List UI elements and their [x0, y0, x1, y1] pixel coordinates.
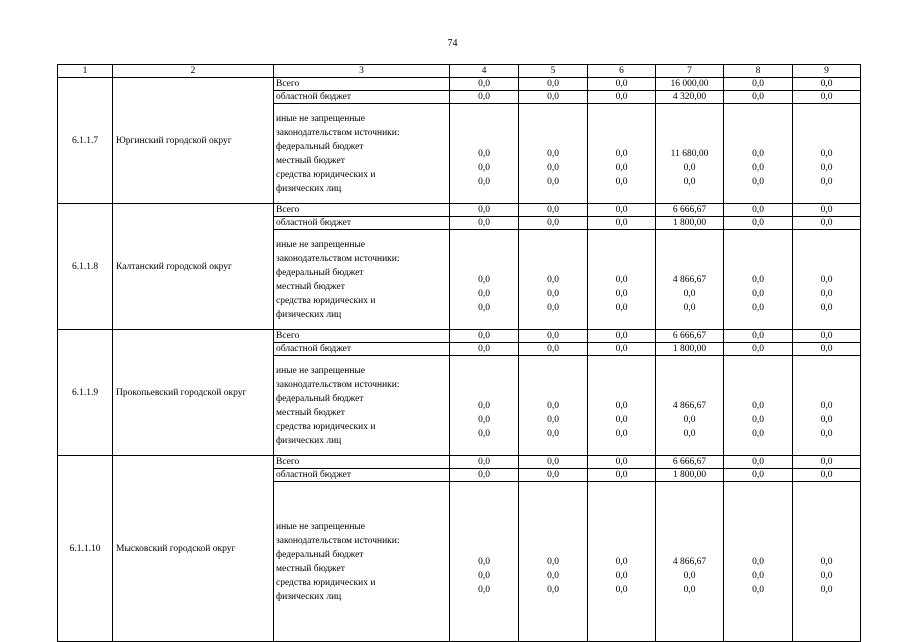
total-value: 0,0: [519, 330, 588, 343]
legal-value: 0,0: [478, 302, 490, 313]
value-stack: [726, 371, 790, 441]
regional-value: 0,0: [450, 343, 519, 356]
value-stack: [726, 527, 790, 597]
municipality-name: Юргинский городской округ: [113, 78, 274, 204]
source-federal-label: федеральный бюджет: [276, 549, 364, 560]
value-cell: [656, 230, 724, 330]
legal-value: 0,0: [820, 584, 833, 595]
spacer: [795, 527, 858, 555]
regional-value: 0,0: [588, 91, 656, 104]
local-value: 0,0: [683, 288, 696, 299]
regional-value: 0,0: [450, 91, 519, 104]
source-federal-label: федеральный бюджет: [276, 267, 364, 278]
value-stack: [590, 245, 653, 315]
value-stack: [590, 119, 653, 189]
value-cell: [450, 104, 519, 204]
value-stack: [726, 119, 790, 189]
source-other-label: законодательством источники:: [276, 379, 400, 390]
regional-value: 0,0: [588, 343, 656, 356]
legal-value: 0,0: [820, 428, 833, 439]
spacer: [658, 119, 721, 147]
federal-value: 0,0: [478, 274, 490, 285]
regional-value: 0,0: [588, 469, 656, 482]
value-cell: [724, 230, 793, 330]
legal-value: 0,0: [820, 176, 833, 187]
legal-value: 0,0: [615, 176, 628, 187]
source-local-label: местный бюджет: [276, 281, 345, 292]
program-code: 6.1.1.7: [58, 78, 113, 204]
value-cell: [793, 482, 861, 642]
value-stack: [590, 371, 653, 441]
total-value: 0,0: [793, 204, 861, 217]
value-stack: [452, 527, 516, 597]
value-stack: [452, 119, 516, 189]
local-value: 0,0: [820, 162, 833, 173]
spacer: [452, 527, 516, 555]
source-legal-label: физических лиц: [276, 591, 342, 602]
source-other-label: законодательством источники:: [276, 253, 400, 264]
total-value: 0,0: [588, 78, 656, 91]
value-cell: [588, 230, 656, 330]
total-value: 0,0: [450, 204, 519, 217]
spacer: [658, 245, 721, 273]
source-total-label: Всего: [274, 330, 450, 343]
spacer: [795, 371, 858, 399]
value-stack: [658, 371, 721, 441]
header-row: [58, 65, 861, 78]
page-number: 74: [447, 38, 458, 49]
legal-value: 0,0: [683, 176, 696, 187]
spacer: [521, 371, 585, 399]
spacer: [726, 119, 790, 147]
total-value: 0,0: [588, 330, 656, 343]
federal-value: 0,0: [478, 556, 490, 567]
municipality-name: Калтанский городской округ: [113, 204, 274, 330]
value-stack: [795, 371, 858, 441]
value-stack: [658, 245, 721, 315]
federal-value: 4 866,67: [672, 274, 707, 285]
total-value: 0,0: [793, 330, 861, 343]
header-cell: 2: [113, 65, 274, 78]
source-total-label: Всего: [274, 204, 450, 217]
legal-value: 0,0: [547, 584, 559, 595]
source-total-label: Всего: [274, 456, 450, 469]
legal-value: 0,0: [683, 584, 696, 595]
local-value: 0,0: [615, 162, 628, 173]
local-value: 0,0: [752, 288, 764, 299]
value-stack: [590, 527, 653, 597]
source-list: [274, 230, 450, 330]
source-legal-label: средства юридических и: [276, 169, 376, 180]
total-value: 0,0: [724, 456, 793, 469]
legal-value: 0,0: [615, 302, 628, 313]
spacer: [452, 119, 516, 147]
spacer: [658, 371, 721, 399]
value-stack: [521, 245, 585, 315]
header-cell: 3: [274, 65, 450, 78]
total-value: 0,0: [724, 78, 793, 91]
federal-value: 0,0: [547, 556, 559, 567]
local-value: 0,0: [547, 162, 559, 173]
local-value: 0,0: [478, 162, 490, 173]
source-federal-label: федеральный бюджет: [276, 393, 364, 404]
legal-value: 0,0: [683, 428, 696, 439]
legal-value: 0,0: [615, 584, 628, 595]
regional-value: 0,0: [793, 217, 861, 230]
spacer: [795, 119, 858, 147]
federal-value: 0,0: [547, 148, 559, 159]
regional-value: 0,0: [724, 469, 793, 482]
value-stack: [795, 245, 858, 315]
source-other-label: законодательством источники:: [276, 535, 400, 546]
total-value: 0,0: [793, 78, 861, 91]
regional-value: 0,0: [793, 469, 861, 482]
legal-value: 0,0: [752, 302, 764, 313]
total-value: 16 000,00: [656, 78, 724, 91]
local-value: 0,0: [683, 570, 696, 581]
regional-value: 0,0: [724, 217, 793, 230]
source-total-label: Всего: [274, 78, 450, 91]
local-value: 0,0: [478, 288, 490, 299]
local-value: 0,0: [820, 570, 833, 581]
total-value: 0,0: [588, 204, 656, 217]
legal-value: 0,0: [820, 302, 833, 313]
program-code: 6.1.1.9: [58, 330, 113, 456]
federal-value: 0,0: [752, 148, 764, 159]
federal-value: 0,0: [752, 556, 764, 567]
local-value: 0,0: [547, 288, 559, 299]
source-federal-label: федеральный бюджет: [276, 141, 364, 152]
total-value: 0,0: [793, 456, 861, 469]
source-regional-label: областной бюджет: [274, 469, 450, 482]
value-cell: [450, 482, 519, 642]
regional-value: 0,0: [519, 91, 588, 104]
value-cell: [519, 104, 588, 204]
value-stack: [726, 245, 790, 315]
federal-value: 0,0: [820, 148, 833, 159]
value-cell: [588, 482, 656, 642]
local-value: 0,0: [547, 414, 559, 425]
federal-value: 0,0: [615, 400, 628, 411]
federal-value: 4 866,67: [672, 400, 707, 411]
value-cell: [588, 356, 656, 456]
local-value: 0,0: [478, 414, 490, 425]
federal-value: 0,0: [615, 274, 628, 285]
value-cell: [793, 356, 861, 456]
budget-table: [57, 64, 861, 642]
source-regional-label: областной бюджет: [274, 343, 450, 356]
spacer: [590, 245, 653, 273]
spacer: [726, 371, 790, 399]
table-row: [58, 204, 861, 217]
source-local-label: местный бюджет: [276, 563, 345, 574]
value-stack: [658, 527, 721, 597]
municipality-name: Мысковский городской округ: [113, 456, 274, 642]
regional-value: 1 800,00: [656, 343, 724, 356]
header-cell: 9: [793, 65, 861, 78]
local-value: 0,0: [547, 570, 559, 581]
legal-value: 0,0: [683, 302, 696, 313]
header-cell: 7: [656, 65, 724, 78]
federal-value: 0,0: [820, 556, 833, 567]
regional-value: 4 320,00: [656, 91, 724, 104]
program-code: 6.1.1.10: [58, 456, 113, 642]
regional-value: 1 800,00: [656, 217, 724, 230]
legal-value: 0,0: [547, 302, 559, 313]
legal-value: 0,0: [478, 176, 490, 187]
source-other-label: иные не запрещенные: [276, 113, 366, 124]
local-value: 0,0: [752, 414, 764, 425]
spacer: [521, 527, 585, 555]
source-regional-label: областной бюджет: [274, 217, 450, 230]
source-list: [274, 356, 450, 456]
value-stack: [521, 119, 585, 189]
total-value: 6 666,67: [656, 204, 724, 217]
local-value: 0,0: [683, 414, 696, 425]
spacer: [590, 527, 653, 555]
source-local-label: местный бюджет: [276, 407, 345, 418]
local-value: 0,0: [752, 570, 764, 581]
table-row: [58, 330, 861, 343]
value-stack: [795, 527, 858, 597]
regional-value: 0,0: [450, 469, 519, 482]
legal-value: 0,0: [615, 428, 628, 439]
federal-value: 0,0: [615, 556, 628, 567]
municipality-name: Прокопьевский городской округ: [113, 330, 274, 456]
value-cell: [519, 482, 588, 642]
spacer: [452, 245, 516, 273]
legal-value: 0,0: [752, 176, 764, 187]
source-legal-label: физических лиц: [276, 183, 342, 194]
total-value: 0,0: [519, 204, 588, 217]
total-value: 6 666,67: [656, 330, 724, 343]
value-cell: [656, 356, 724, 456]
regional-value: 0,0: [793, 343, 861, 356]
value-cell: [724, 104, 793, 204]
value-cell: [588, 104, 656, 204]
federal-value: 0,0: [547, 274, 559, 285]
value-cell: [450, 356, 519, 456]
total-value: 0,0: [724, 204, 793, 217]
value-cell: [656, 104, 724, 204]
federal-value: 0,0: [752, 274, 764, 285]
source-legal-label: средства юридических и: [276, 295, 376, 306]
regional-value: 0,0: [450, 217, 519, 230]
header-cell: 5: [519, 65, 588, 78]
spacer: [590, 119, 653, 147]
total-value: 0,0: [450, 78, 519, 91]
spacer: [521, 119, 585, 147]
value-cell: [724, 482, 793, 642]
value-cell: [793, 230, 861, 330]
federal-value: 0,0: [820, 274, 833, 285]
local-value: 0,0: [615, 414, 628, 425]
value-cell: [793, 104, 861, 204]
total-value: 0,0: [450, 456, 519, 469]
source-list: [274, 104, 450, 204]
table-body: [58, 65, 861, 642]
regional-value: 0,0: [588, 217, 656, 230]
total-value: 0,0: [519, 78, 588, 91]
federal-value: 0,0: [478, 400, 490, 411]
spacer: [726, 527, 790, 555]
source-legal-label: физических лиц: [276, 435, 342, 446]
total-value: 0,0: [724, 330, 793, 343]
table-row: [58, 78, 861, 91]
regional-value: 1 800,00: [656, 469, 724, 482]
federal-value: 0,0: [752, 400, 764, 411]
total-value: 0,0: [519, 456, 588, 469]
source-regional-label: областной бюджет: [274, 91, 450, 104]
source-other-label: иные не запрещенные: [276, 239, 366, 250]
federal-value: 11 680,00: [670, 148, 709, 159]
legal-value: 0,0: [752, 428, 764, 439]
spacer: [452, 371, 516, 399]
header-cell: 4: [450, 65, 519, 78]
local-value: 0,0: [615, 288, 628, 299]
spacer: [795, 245, 858, 273]
total-value: 0,0: [588, 456, 656, 469]
local-value: 0,0: [820, 288, 833, 299]
value-stack: [452, 245, 516, 315]
local-value: 0,0: [820, 414, 833, 425]
source-legal-label: физических лиц: [276, 309, 342, 320]
value-cell: [519, 230, 588, 330]
value-stack: [452, 371, 516, 441]
local-value: 0,0: [615, 570, 628, 581]
header-cell: 6: [588, 65, 656, 78]
table-row: [58, 456, 861, 469]
local-value: 0,0: [478, 570, 490, 581]
value-stack: [658, 119, 721, 189]
local-value: 0,0: [752, 162, 764, 173]
regional-value: 0,0: [519, 343, 588, 356]
value-cell: [656, 482, 724, 642]
source-legal-label: средства юридических и: [276, 421, 376, 432]
local-value: 0,0: [683, 162, 696, 173]
total-value: 0,0: [450, 330, 519, 343]
regional-value: 0,0: [793, 91, 861, 104]
value-cell: [724, 356, 793, 456]
legal-value: 0,0: [478, 584, 490, 595]
value-cell: [519, 356, 588, 456]
value-cell: [450, 230, 519, 330]
regional-value: 0,0: [519, 217, 588, 230]
source-list: [274, 482, 450, 642]
legal-value: 0,0: [547, 176, 559, 187]
regional-value: 0,0: [519, 469, 588, 482]
spacer: [590, 371, 653, 399]
source-other-label: законодательством источники:: [276, 127, 400, 138]
value-stack: [521, 371, 585, 441]
program-code: 6.1.1.8: [58, 204, 113, 330]
regional-value: 0,0: [724, 91, 793, 104]
federal-value: 0,0: [615, 148, 628, 159]
value-stack: [521, 527, 585, 597]
spacer: [726, 245, 790, 273]
federal-value: 0,0: [547, 400, 559, 411]
federal-value: 0,0: [820, 400, 833, 411]
legal-value: 0,0: [478, 428, 490, 439]
total-value: 6 666,67: [656, 456, 724, 469]
federal-value: 4 866,67: [672, 556, 707, 567]
federal-value: 0,0: [478, 148, 490, 159]
regional-value: 0,0: [724, 343, 793, 356]
header-cell: 1: [58, 65, 113, 78]
source-other-label: иные не запрещенные: [276, 365, 366, 376]
legal-value: 0,0: [547, 428, 559, 439]
value-stack: [795, 119, 858, 189]
spacer: [521, 245, 585, 273]
source-legal-label: средства юридических и: [276, 577, 376, 588]
source-other-label: иные не запрещенные: [276, 521, 366, 532]
spacer: [658, 527, 721, 555]
header-cell: 8: [724, 65, 793, 78]
source-local-label: местный бюджет: [276, 155, 345, 166]
legal-value: 0,0: [752, 584, 764, 595]
